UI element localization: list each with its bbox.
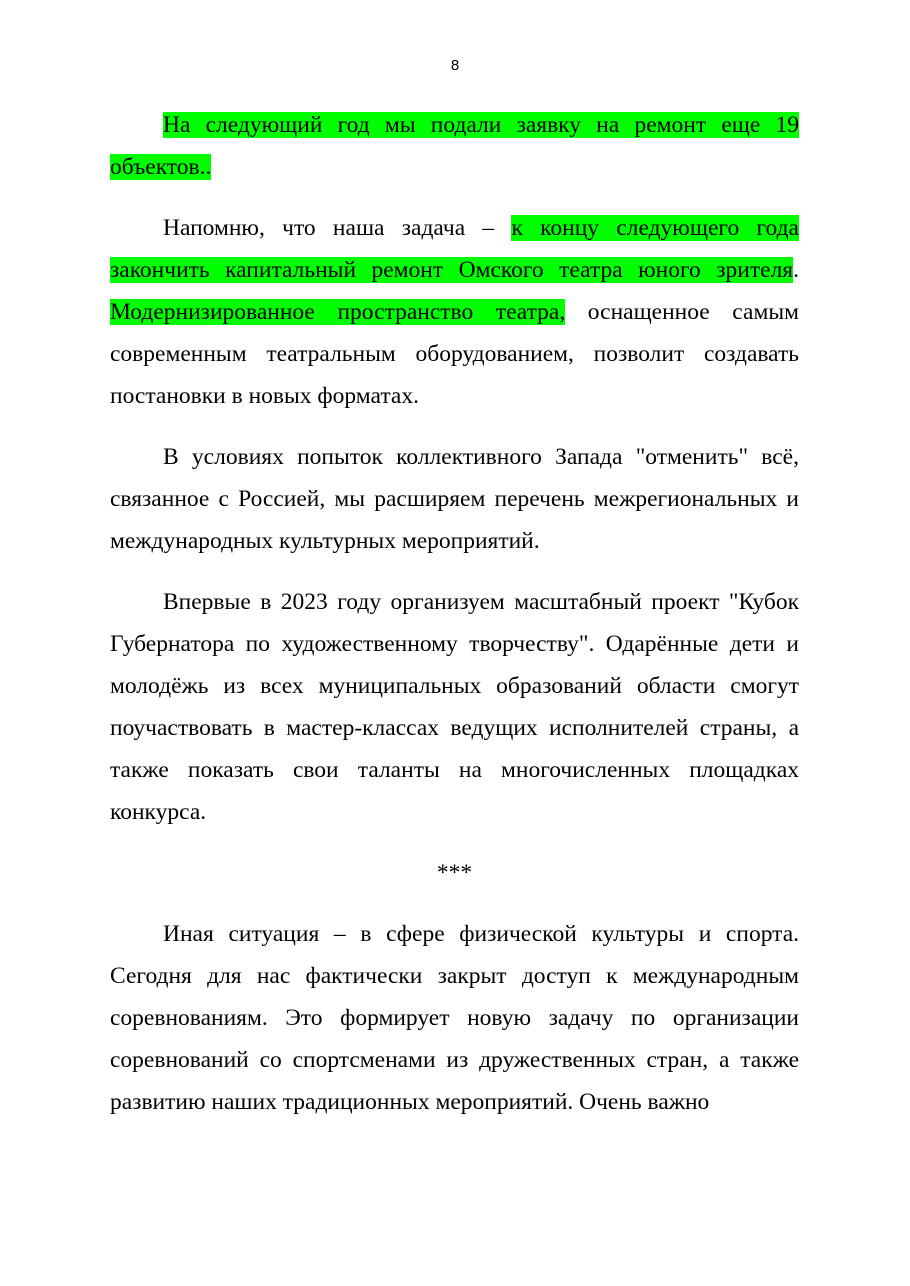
highlighted-text: Модернизированное пространство театра, [110,299,566,325]
paragraph-text: . [793,257,799,283]
paragraph-governor-cup [110,581,799,833]
paragraph-sport [110,913,799,1123]
paragraph-text: В условиях попыток коллективного Запада "отменить" всё, связанное с Россией, мы расширяем перечень межрегиональных и международных культурных мероприятий. [110,444,799,554]
paragraph-cultural-events [110,436,799,562]
document-body [110,104,799,1123]
section-separator: *** [436,860,473,886]
paragraph-theatre-renovation [110,207,799,417]
paragraph-text: Напомню, что наша задача – [163,215,512,241]
paragraph-text: оснащенное самым современным театральным оборудованием, позволит создавать постановки в новых форматах. [110,299,799,409]
highlighted-text: На следующий год мы подали заявку на ремонт еще 19 объектов.. [110,112,799,180]
paragraph-text: Впервые в 2023 году организуем масштабный проект "Кубок Губернатора по художественному творчеству". Одарённые дети и молодёжь из всех муниципальных образований области смогут поучаствовать в мастер-классах ведущих исполнителей страны, а также показать свои таланты на многочисленных площадках конкурса. [110,589,799,825]
paragraph-repair-application [110,104,799,188]
highlighted-text: к концу следующего года закончить капитальный ремонт Омского театра юного зрителя [110,215,799,283]
paragraph-text: Иная ситуация – в сфере физической культуры и спорта. Сегодня для нас фактически закрыт доступ к международным соревнованиям. Это формирует новую задачу по организации соревнований со спортсменами из дружественных стран, а также развитию наших традиционных мероприятий. Очень важно [110,921,799,1115]
page-number: 8 [450,57,460,74]
